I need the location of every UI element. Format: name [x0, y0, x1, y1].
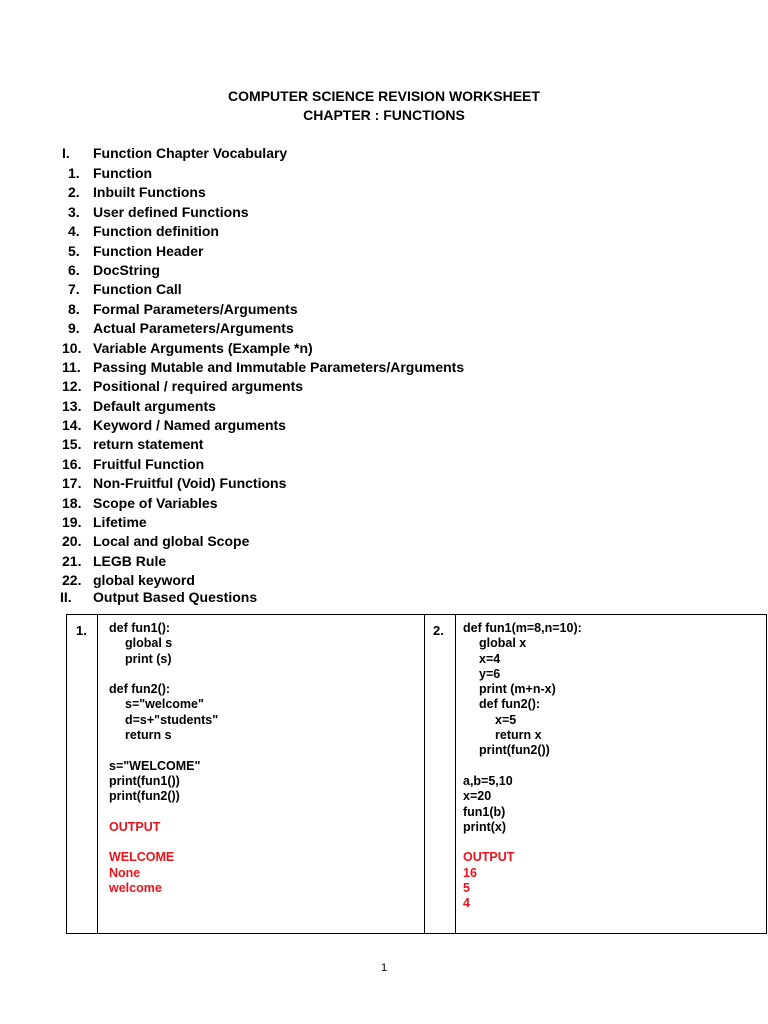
vocab-item-text: LEGB Rule	[93, 552, 167, 569]
vocab-item-text: DocString	[93, 261, 160, 278]
code-line	[463, 759, 582, 774]
output-line: 5	[463, 881, 470, 896]
code-line	[463, 835, 582, 850]
code-line: print(fun2())	[479, 743, 550, 758]
vocab-item-text: Non-Fruitful (Void) Functions	[93, 475, 287, 492]
table-divider	[455, 615, 456, 933]
section-2-heading: Output Based Questions	[93, 589, 258, 605]
vocab-item-text: Function	[93, 165, 153, 181]
vocab-item-text: Variable Arguments (Example *n)	[93, 339, 313, 356]
code-line: def fun1(m=8,n=10):	[463, 621, 582, 635]
code-line: y=6	[479, 666, 501, 681]
vocab-item-number: 2.	[68, 184, 80, 201]
vocab-item-number: 6.	[68, 261, 80, 278]
output-line: 4	[463, 896, 470, 911]
code-line: return s	[125, 728, 172, 743]
vocab-item-text: Function Call	[93, 281, 182, 298]
vocab-item-text: return statement	[93, 436, 204, 453]
vocab-item-text: Default arguments	[93, 397, 216, 414]
vocab-item-text: Passing Mutable and Immutable Parameters/Arguments	[93, 358, 465, 375]
vocab-item-text: Lifetime	[93, 514, 147, 531]
code-line: s="WELCOME"	[109, 758, 201, 773]
vocab-item-number: 20.	[62, 533, 82, 550]
code-line: print(fun1())	[109, 773, 180, 788]
vocab-item-text: Function definition	[93, 223, 219, 240]
code-line: x=20	[463, 789, 492, 804]
vocab-item-text: Actual Parameters/Arguments	[93, 320, 294, 337]
section-1-numeral: I.	[62, 145, 70, 161]
output-line: None	[109, 865, 141, 880]
page-subtitle: CHAPTER : FUNCTIONS	[303, 107, 465, 123]
code-line: def fun2():	[479, 697, 541, 712]
vocab-item-number: 14.	[62, 417, 82, 434]
code-line: print(fun2())	[109, 789, 180, 804]
code-line: print(x)	[463, 819, 507, 834]
vocab-item-text: Keyword / Named arguments	[93, 417, 286, 434]
section-2-numeral: II.	[60, 589, 72, 605]
code-line: def fun2():	[109, 682, 171, 697]
output-line: OUTPUT	[463, 850, 515, 865]
vocab-item-number: 11.	[62, 358, 81, 375]
vocab-item-number: 17.	[62, 475, 82, 492]
code-line: global x	[479, 636, 527, 651]
question-1-code	[109, 621, 218, 896]
vocab-item-text: Formal Parameters/Arguments	[93, 300, 298, 317]
vocab-item-number: 9.	[68, 320, 80, 337]
code-line: global s	[125, 636, 173, 651]
vocab-item-text: global keyword	[93, 572, 195, 589]
code-line	[109, 743, 218, 758]
vocab-item-text: User defined Functions	[93, 203, 249, 220]
output-line: WELCOME	[109, 850, 175, 865]
question-2-number: 2.	[433, 623, 444, 638]
code-line: x=4	[479, 651, 501, 666]
code-line: print (m+n-x)	[479, 682, 556, 697]
questions-table	[66, 614, 767, 934]
code-line: print (s)	[125, 651, 172, 666]
code-line: return x	[495, 728, 542, 743]
vocab-item-number: 12.	[62, 378, 82, 395]
vocab-item-text: Scope of Variables	[93, 494, 218, 511]
vocab-item-text: Fruitful Function	[93, 455, 205, 472]
table-divider	[97, 615, 98, 933]
vocab-item-number: 8.	[68, 300, 80, 317]
vocab-item-text: Function Header	[93, 242, 204, 259]
vocab-item-number: 1.	[68, 165, 80, 181]
vocab-item-number: 13.	[62, 397, 82, 414]
code-line: def fun1():	[109, 621, 171, 635]
vocab-item-text: Positional / required arguments	[93, 378, 304, 395]
code-line: d=s+"students"	[125, 712, 219, 727]
output-line: welcome	[109, 881, 162, 896]
vocab-item-number: 3.	[68, 203, 80, 220]
table-divider	[424, 615, 425, 933]
code-line: fun1(b)	[463, 804, 506, 819]
page-number: 1	[380, 962, 388, 974]
question-2-code	[463, 621, 582, 912]
code-line	[109, 667, 218, 682]
code-line: s="welcome"	[125, 697, 204, 712]
page-title: COMPUTER SCIENCE REVISION WORKSHEET	[228, 88, 540, 104]
vocab-item-text: Local and global Scope	[93, 533, 250, 550]
code-line	[109, 805, 218, 820]
vocab-item-number: 19.	[62, 514, 82, 531]
vocab-item-text: Inbuilt Functions	[93, 184, 206, 201]
code-line: a,b=5,10	[463, 773, 513, 788]
vocab-item-number: 5.	[68, 242, 80, 259]
vocab-item-number: 4.	[68, 223, 80, 240]
output-line: OUTPUT	[109, 819, 161, 834]
vocab-item-number: 22.	[62, 572, 82, 589]
output-line: 16	[463, 865, 477, 880]
vocab-item-number: 16.	[62, 455, 82, 472]
code-line	[109, 835, 218, 850]
section-1-heading: Function Chapter Vocabulary	[93, 145, 288, 161]
question-1-number: 1.	[76, 623, 87, 638]
code-line: x=5	[495, 712, 517, 727]
vocab-item-number: 15.	[62, 436, 82, 453]
vocab-item-number: 7.	[68, 281, 80, 298]
vocab-item-number: 10.	[62, 339, 82, 356]
vocab-item-number: 21.	[62, 552, 82, 569]
vocab-item-number: 18.	[62, 494, 82, 511]
